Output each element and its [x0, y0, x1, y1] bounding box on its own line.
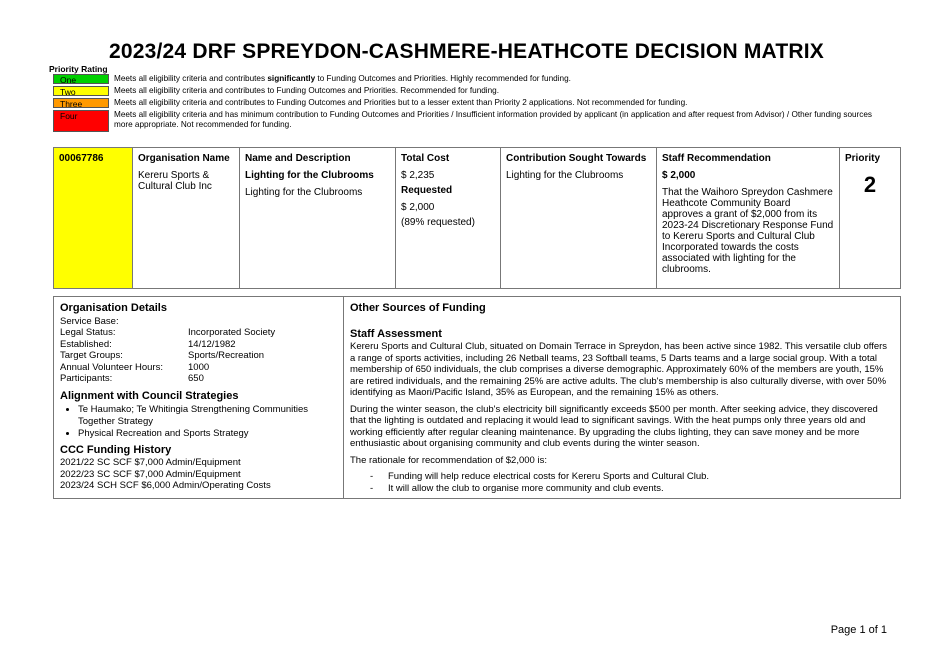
- staff-assessment: [344, 297, 900, 498]
- legend-row-two: [53, 86, 883, 96]
- legend-text: Meets all eligibility criteria and contributes significantly to Funding Outcomes and Priorities. Highly recommended for funding.: [114, 74, 571, 83]
- cost-cell: [396, 148, 501, 289]
- list-item: • Te Haumako; Te Whitingia Strengthening Communities Together Strategy: [78, 404, 337, 427]
- strategy-list: [60, 404, 337, 440]
- application-table: [53, 147, 901, 289]
- legend-text: Meets all eligibility criteria and contributes to Funding Outcomes and Priorities but to a lesser extent than Priority 2 applications. Not recommended for funding.: [114, 98, 688, 107]
- legend-swatch: Three: [53, 98, 109, 108]
- list-item: • Physical Recreation and Sports Strategy: [78, 428, 337, 440]
- legend-swatch: One: [53, 74, 109, 84]
- other-funding-heading: Other Sources of Funding: [350, 302, 486, 314]
- name-header: Name and Description: [245, 153, 351, 164]
- list-item: 2022/23 SC SCF $7,000 Admin/Equipment: [60, 468, 241, 480]
- priority-legend: [53, 74, 883, 134]
- list-item: 2021/22 SC SCF $7,000 Admin/Equipment: [60, 457, 241, 468]
- org-cell: [133, 148, 240, 289]
- detail-row: Participants: 650: [60, 373, 204, 384]
- details-panel: [53, 296, 901, 499]
- project-name: Lighting for the Clubrooms: [245, 170, 374, 181]
- application-id: 00067786: [54, 148, 133, 289]
- legend-row-four: [53, 110, 883, 132]
- detail-row: Annual Volunteer Hours: 1000: [60, 361, 210, 373]
- assessment-paragraph: The rationale for recommendation of $2,000 is:: [350, 454, 547, 466]
- contrib-cell: [501, 148, 657, 289]
- contrib-header: Contribution Sought Towards: [506, 153, 647, 164]
- contribution: Lighting for the Clubrooms: [506, 170, 624, 181]
- service-base: Service Base:: [60, 315, 119, 327]
- legend-row-one: [53, 74, 883, 84]
- assessment-paragraph: Kereru Sports and Cultural Club, situated on Domain Terrace in Spreydon, has been active since 1982. This versatile club offers a range of sports activities, including 26 Netball teams, 23 Softball teams, 5 Darts teams and a large social group. With a total membership of 650 individuals, the club comprises a diverse demographic. Approximately 60% of the members are youth, 15% are retired individuals, and the remaining 25% are active adults. The club's membership is also culturally diverse, with over 50% identifying as Maori/Pacific Island, 35% as European, and the remaining 15% as others.: [350, 341, 888, 398]
- priority-value: 2: [863, 172, 877, 197]
- assessment-paragraph: During the winter season, the club's electricity bill significantly exceeds $500 per month. After seeking advice, they discovered that the lighting is outdated and replacing it would lead to significant savings. With the heat pumps only three years old and working efficiently after regular cleaning maintenance. By upgrading the clubs lighting, they can save money and be more enthusiastic about organising community and club events during the winter season.: [350, 403, 878, 449]
- legend-title: Priority Rating: [49, 64, 108, 74]
- page-number: Page 1 of 1: [830, 624, 887, 636]
- application-row: [54, 148, 901, 289]
- total-cost: $ 2,235: [401, 170, 435, 181]
- staff-cell: [657, 148, 840, 289]
- detail-row: Legal Status: Incorporated Society: [60, 327, 276, 338]
- cost-header: Total Cost: [401, 153, 450, 164]
- list-item: - Funding will help reduce electrical costs for Kereru Sports and Cultural Club.: [370, 471, 894, 483]
- staff-amount: $ 2,000: [662, 170, 696, 181]
- org-details-heading: Organisation Details: [60, 302, 167, 314]
- staff-header: Staff Recommendation: [662, 153, 771, 164]
- reason-list: [350, 471, 894, 494]
- list-item: - It will allow the club to organise more community and club events.: [370, 483, 894, 495]
- legend-swatch: Two: [53, 86, 109, 96]
- project-desc: Lighting for the Clubrooms: [245, 187, 363, 198]
- legend-text: Meets all eligibility criteria and contributes to Funding Outcomes and Priorities. Recommended for funding.: [114, 86, 500, 95]
- priority-header: Priority: [845, 153, 881, 164]
- requested-label: Requested: [401, 185, 453, 196]
- alignment-heading: Alignment with Council Strategies: [60, 389, 239, 402]
- priority-cell: [840, 148, 901, 289]
- org-header: Organisation Name: [138, 153, 230, 164]
- staff-assessment-heading: Staff Assessment: [350, 327, 442, 340]
- requested-amount: $ 2,000: [401, 202, 435, 213]
- history-heading: CCC Funding History: [60, 443, 172, 456]
- legend-row-three: [53, 98, 883, 108]
- org-name: Kereru Sports & Cultural Club Inc: [138, 170, 212, 192]
- legend-swatch: Four: [53, 110, 109, 132]
- detail-row: Established: 14/12/1982: [60, 338, 236, 350]
- legend-text: Meets all eligibility criteria and has minimum contribution to Funding Outcomes and Priorities / Insufficient information provided by applicant (in application and after request from Advisor) / Other funding sources more appropriate. Not recommended for funding.: [114, 110, 873, 129]
- page-title: 2023/24 DRF SPREYDON-CASHMERE-HEATHCOTE DECISION MATRIX: [109, 40, 824, 63]
- staff-text: That the Waihoro Spreydon Cashmere Heathcote Community Board approves a grant of $2,000 from its 2023-24 Discretionary Response Fund to Kereru Sports and Cultural Club Incorporated towards the costs associated with lighting for the clubrooms.: [662, 187, 834, 275]
- requested-pct: (89% requested): [401, 217, 475, 228]
- name-cell: [240, 148, 396, 289]
- org-details: [54, 297, 344, 498]
- list-item: 2023/24 SCH SCF $6,000 Admin/Operating Costs: [60, 480, 271, 491]
- detail-row: Target Groups: Sports/Recreation: [60, 350, 265, 361]
